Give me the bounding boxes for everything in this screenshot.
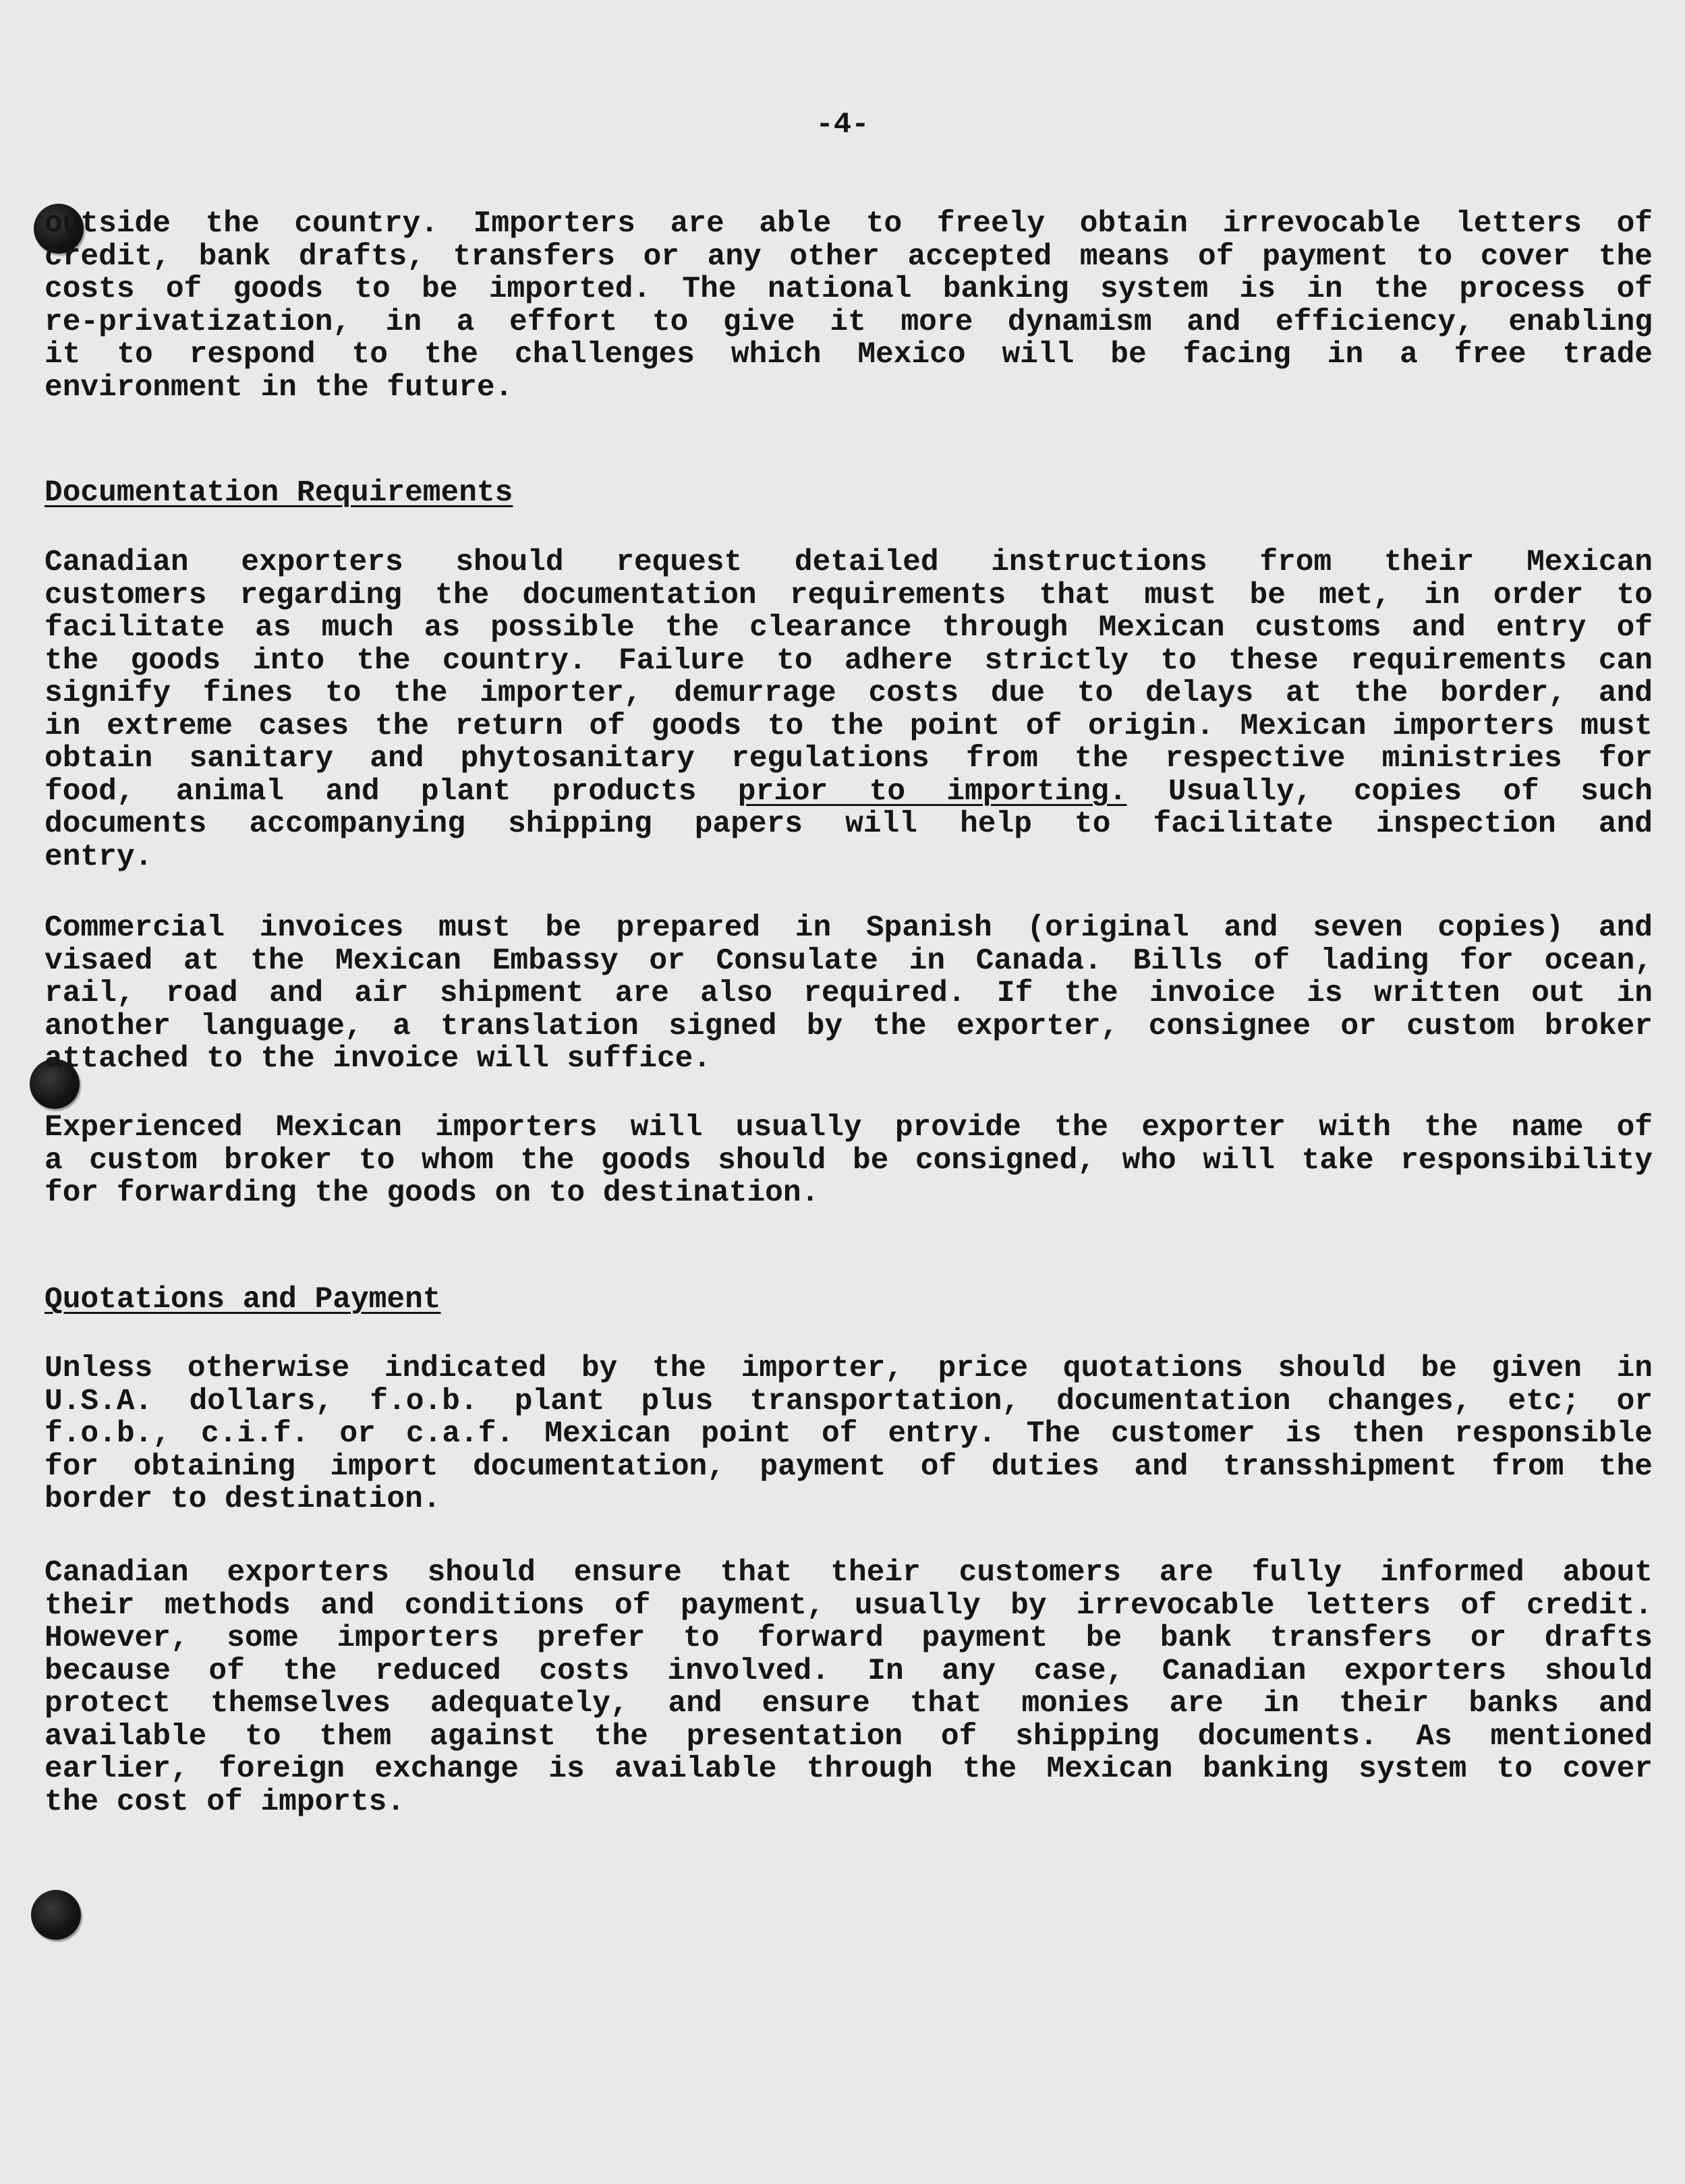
text-line: border to destination. (45, 1483, 441, 1516)
text-line: in extreme cases the return of goods to the point of origin. Mexican importers must (45, 710, 1653, 743)
text-line: environment in the future. (45, 371, 513, 404)
text-line: credit, bank drafts, transfers or any other accepted means of payment to cover the (45, 240, 1653, 273)
text-line: customers regarding the documentation requirements that must be met, in order to (45, 579, 1653, 612)
punch-hole-bottom (31, 1890, 81, 1940)
text-line: a custom broker to whom the goods should be consigned, who will take responsibility (45, 1144, 1653, 1177)
text-line: documents accompanying shipping papers will help to facilitate inspection and (45, 808, 1653, 841)
text-line: costs of goods to be imported. The national banking system is in the process of (45, 273, 1653, 306)
documentation-paragraph-1 (45, 546, 1653, 873)
text-line: for forwarding the goods on to destination. (45, 1177, 820, 1210)
text-line: visaed at the Mexican Embassy or Consulate in Canada. Bills of lading for ocean, (45, 944, 1653, 977)
text-line: outside the country. Importers are able to freely obtain irrevocable letters of (45, 208, 1653, 241)
documentation-paragraph-2 (45, 912, 1653, 1076)
text-line: because of the reduced costs involved. In any case, Canadian exporters should (45, 1655, 1653, 1688)
text-line: U.S.A. dollars, f.o.b. plant plus transportation, documentation changes, etc; or (45, 1385, 1653, 1418)
text-line: Canadian exporters should ensure that their customers are fully informed about (45, 1557, 1653, 1590)
text-line (45, 776, 1653, 809)
text-line: their methods and conditions of payment, usually by irrevocable letters of credit. (45, 1589, 1653, 1622)
underlined-emphasis: prior to importing. (737, 775, 1127, 808)
text-line: the cost of imports. (45, 1785, 405, 1818)
text-segment: food, animal and plant products (45, 775, 738, 808)
text-line: re-privatization, in a effort to give it more dynamism and efficiency, enabling (45, 306, 1653, 339)
intro-paragraph (45, 208, 1653, 404)
text-line: obtain sanitary and phytosanitary regulations from the respective ministries for (45, 743, 1653, 776)
text-line: Commercial invoices must be prepared in Spanish (original and seven copies) and (45, 912, 1653, 945)
text-line: the goods into the country. Failure to adhere strictly to these requirements can (45, 644, 1653, 677)
text-line: However, some importers prefer to forward payment be bank transfers or drafts (45, 1622, 1653, 1655)
quotations-heading: Quotations and Payment (45, 1283, 441, 1317)
text-line: entry. (45, 840, 153, 873)
text-line: facilitate as much as possible the clearance through Mexican customs and entry of (45, 612, 1653, 645)
text-line: protect themselves adequately, and ensure that monies are in their banks and (45, 1688, 1653, 1721)
text-line: available to them against the presentation of shipping documents. As mentioned (45, 1720, 1653, 1753)
text-line: for obtaining import documentation, payment of duties and transshipment from the (45, 1450, 1653, 1483)
quotations-paragraph-1 (45, 1352, 1653, 1516)
text-line: rail, road and air shipment are also required. If the invoice is written out in (45, 977, 1653, 1010)
text-line: earlier, foreign exchange is available through the Mexican banking system to cover (45, 1753, 1653, 1786)
text-line: another language, a translation signed by the exporter, consignee or custom broker (45, 1010, 1653, 1043)
text-line: Unless otherwise indicated by the importer, price quotations should be given in (45, 1352, 1653, 1385)
text-line: signify fines to the importer, demurrage costs due to delays at the border, and (45, 677, 1653, 710)
text-line: f.o.b., c.i.f. or c.a.f. Mexican point of entry. The customer is then responsible (45, 1418, 1653, 1451)
documentation-paragraph-3 (45, 1112, 1653, 1210)
text-segment: Usually, copies of such (1126, 775, 1653, 808)
documentation-heading: Documentation Requirements (45, 476, 513, 510)
text-line: Canadian exporters should request detailed instructions from their Mexican (45, 546, 1653, 579)
quotations-paragraph-2 (45, 1557, 1653, 1818)
page-number: -4- (816, 108, 869, 142)
text-line: attached to the invoice will suffice. (45, 1043, 712, 1076)
text-line: Experienced Mexican importers will usually provide the exporter with the name of (45, 1112, 1653, 1145)
text-line: it to respond to the challenges which Mexico will be facing in a free trade (45, 339, 1653, 372)
